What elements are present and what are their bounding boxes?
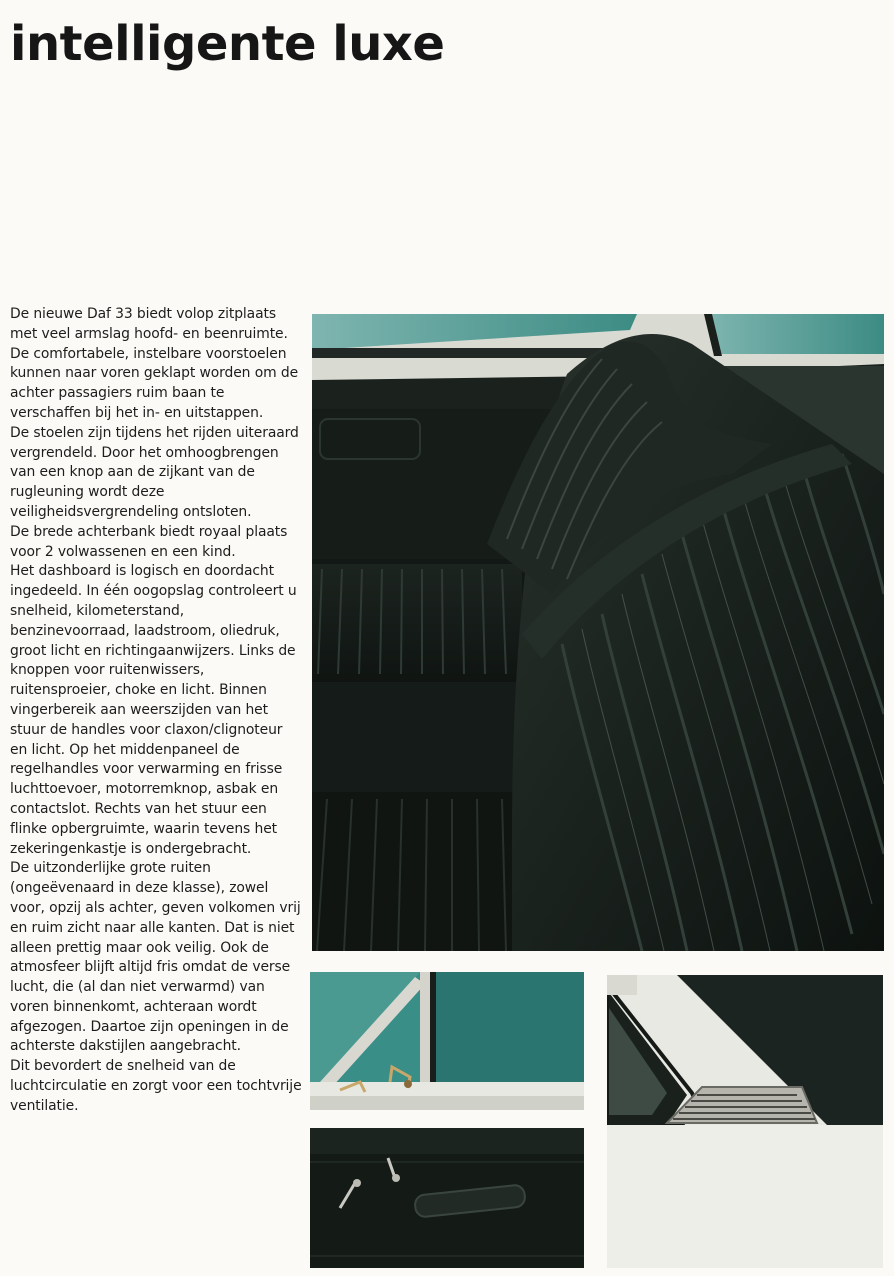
rear-vent-photo xyxy=(607,975,883,1268)
paragraph: De uitzonderlijke grote ruiten (ongeëvenaard in deze klasse), zowel voor, opzij als achter, geven volkomen vrij en ruim zicht naar alle kanten. Dat is niet alleen prettig maar ook veilig. Ook de atmosfeer blijft altijd fris omdat de verse lucht, die (al dan niet verwarmd) van voren binnenkomt, achteraan wordt afgezogen. Daartoe zijn openingen in de achterste dakstijlen aangebracht. xyxy=(10,860,301,1055)
body-text xyxy=(10,305,302,1117)
paragraph: De brede achterbank biedt royaal plaats voor 2 volwassenen en een kind. xyxy=(10,523,288,560)
paragraph: Het dashboard is logisch en doordacht ingedeeld. In één oogopslag controleert u snelheid, kilometerstand, benzinevoorraad, laadstroom, oliedruk, groot licht en richtingaanwijzers. Links de knoppen voor ruitenwissers, ruitensproeier, choke en licht. Binnen vingerbereik aan weerszijden van het stuur de handles voor claxon/clignoteur en licht. Op het middenpaneel de regelhandles voor verwarming en frisse luchttoevoer, motorremknop, asbak en contactslot. Rechts van het stuur een flinke opbergruimte, waarin tevens het zekeringenkastje is ondergebracht. xyxy=(10,563,297,857)
rear-seat-photo xyxy=(312,314,884,951)
quarter-window-photo xyxy=(310,972,584,1110)
paragraph: De stoelen zijn tijdens het rijden uiteraard vergrendeld. Door het omhoogbrengen van een knop aan de zijkant van de rugleuning wordt deze veiligheidsvergrendeling ontsloten. xyxy=(10,424,299,520)
page-title: intelligente luxe xyxy=(10,16,445,72)
paragraph: De comfortabele, instelbare voorstoelen kunnen naar voren geklapt worden om de achter passagiers ruim baan te verschaffen bij het in- en uitstappen. xyxy=(10,345,299,421)
paragraph: Dit bevordert de snelheid van de luchtcirculatie en zorgt voor een tochtvrije ventilatie. xyxy=(10,1058,302,1114)
paragraph: De nieuwe Daf 33 biedt volop zitplaats met veel armslag hoofd- en beenruimte. xyxy=(10,306,288,342)
door-panel-photo xyxy=(310,1128,584,1268)
